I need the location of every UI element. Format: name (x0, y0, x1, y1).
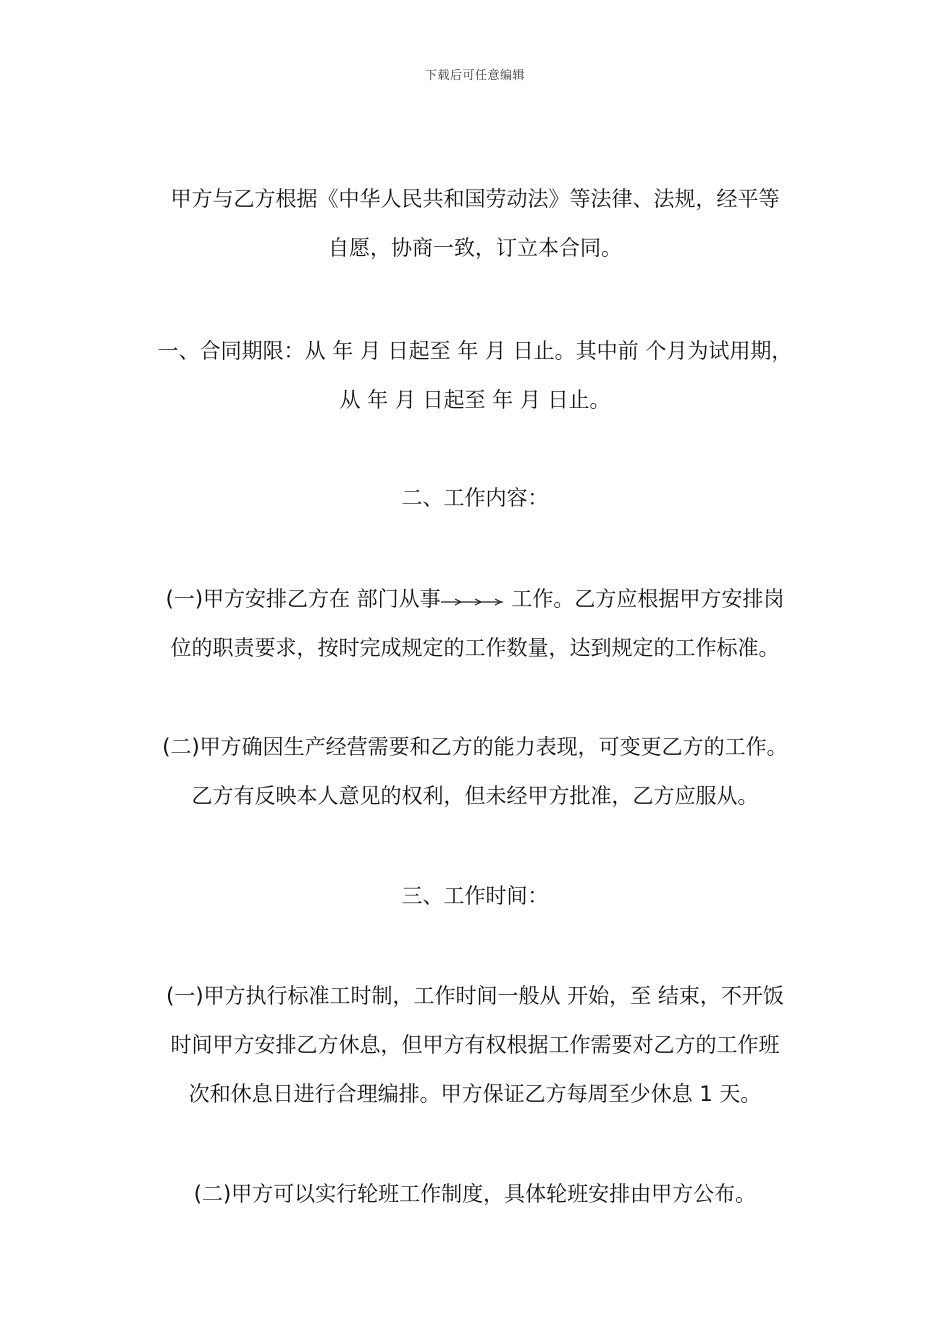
work-content-item-1-text-before: (一)甲方安排乙方在 部门从事 (165, 587, 441, 611)
work-time-item-2-line-1: (二)甲方可以实行轮班工作制度，具体轮班安排由甲方公布。 (193, 1182, 757, 1206)
work-content-item-2 (140, 723, 810, 821)
work-content-item-2-line-2: 乙方有反映本人意见的权利，但未经甲方批准，乙方应服从。 (191, 784, 759, 808)
work-content-heading (140, 474, 810, 523)
work-content-title: 二、工作内容： (401, 486, 549, 510)
page-header: 下载后可任意编辑 (424, 68, 525, 82)
work-time-item-1-line-2: 时间甲方安排乙方休息，但甲方有权根据工作需要对乙方的工作班 (170, 1033, 780, 1057)
intro-line-1: 甲方与乙方根据《中华人民共和国劳动法》等法律、法规，经平等 (170, 187, 780, 211)
work-content-item-1-text-after: 工作。乙方应根据甲方安排岗 (504, 587, 785, 611)
work-time-item-1-line-3: 次和休息日进行合理编排。甲方保证乙方每周至少休息 1 天。 (188, 1082, 762, 1106)
work-time-title: 三、工作时间： (401, 884, 549, 908)
intro-paragraph (140, 175, 810, 273)
contract-term-line-2: 从 年 月 日起至 年 月 日止。 (339, 388, 611, 412)
work-content-item-1-line-2: 位的职责要求，按时完成规定的工作数量，达到规定的工作标准。 (170, 636, 780, 660)
intro-line-2: 自愿，协商一致，订立本合同。 (328, 236, 622, 260)
work-content-item-1 (140, 575, 810, 673)
contract-term-paragraph (140, 327, 810, 425)
contract-term-line-1: 一、合同期限：从 年 月 日起至 年 月 日止。其中前 个月为试用期， (157, 339, 793, 363)
work-content-item-1-line-1 (140, 575, 810, 624)
work-content-item-2-line-1: (二)甲方确因生产经营需要和乙方的能力表现，可变更乙方的工作。 (162, 735, 788, 759)
work-time-heading (140, 872, 810, 921)
work-time-item-1 (140, 972, 810, 1119)
work-time-item-1-line-1: (一)甲方执行标准工时制，工作时间一般从 开始，至 结束，不开饭 (166, 984, 784, 1008)
work-time-item-2 (140, 1170, 810, 1219)
arrow-strike-icon (441, 590, 505, 610)
